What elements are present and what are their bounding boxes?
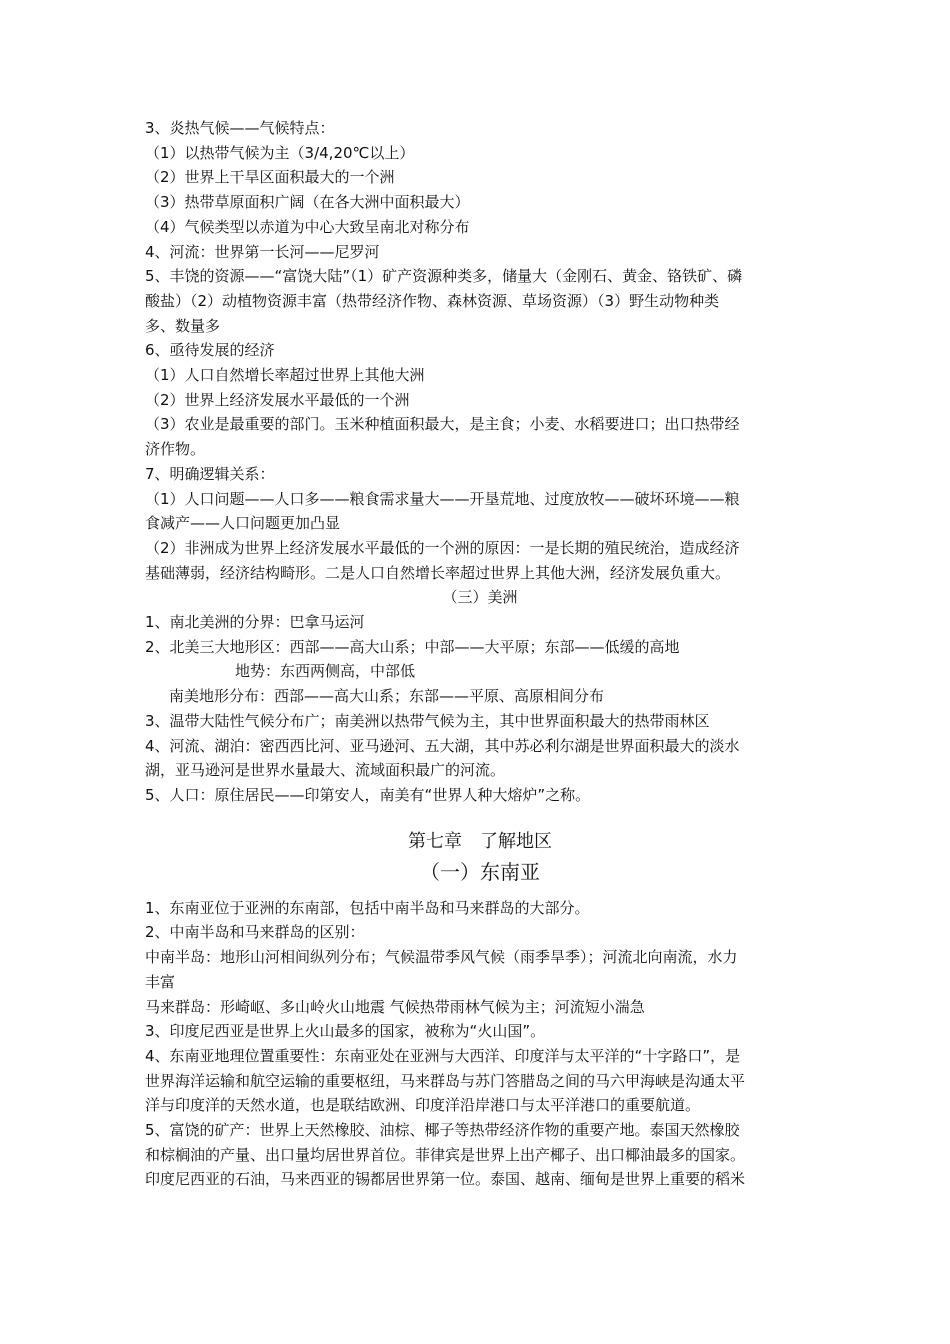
text-line: 5、人口：原住居民——印第安人，南美有“世界人种大熔炉”之称。 — [145, 785, 591, 804]
text-line: （2）世界上干旱区面积最大的一个洲 — [145, 168, 395, 187]
text-line: （2）非洲成为世界上经济发展水平最低的一个洲的原因：一是长期的殖民统治，造成经济 — [145, 538, 740, 557]
text-line: 3、印度尼西亚是世界上火山最多的国家，被称为“火山国”。 — [145, 1022, 546, 1041]
text-line: 食减产——人口问题更加凸显 — [145, 514, 341, 533]
africa-section — [145, 116, 815, 585]
text-line: （4）气候类型以赤道为中心大致呈南北对称分布 — [145, 217, 470, 236]
text-line: 印度尼西亚的石油，马来西亚的锡都居世界第一位。泰国、越南、缅甸是世界上重要的稻米 — [145, 1170, 746, 1189]
text-line: 4、东南亚地理位置重要性：东南亚处在亚洲与大西洋、印度洋与太平洋的“十字路口”，是 — [145, 1046, 741, 1065]
section-heading: （三）美洲 — [442, 588, 518, 607]
text-line: 世界海洋运输和航空运输的重要枢纽，马来群岛与苏门答腊岛之间的马六甲海峡是沟通太平 — [145, 1071, 746, 1090]
americas-section — [145, 585, 815, 807]
text-line: （3）热带草原面积广阔（在各大洲中面积最大） — [145, 193, 470, 212]
text-line: （1）人口自然增长率超过世界上其他大洲 — [145, 366, 425, 385]
text-line: （1）人口问题——人口多——粮食需求量大——开垦荒地、过度放牧——破坏环境——粮 — [145, 489, 740, 508]
southeast-asia-section — [145, 828, 815, 1192]
text-line: 酸盐）（2）动植物资源丰富（热带经济作物、森林资源、草场资源）（3）野生动物种类 — [145, 291, 720, 310]
text-line: 和棕榈油的产量、出口量均居世界首位。菲律宾是世界上出产椰子、出口椰油最多的国家。 — [145, 1145, 746, 1164]
text-line: 洋与印度洋的天然水道，也是联结欧洲、印度洋沿岸港口与太平洋港口的重要航道。 — [145, 1096, 701, 1115]
text-line: 济作物。 — [145, 440, 206, 459]
text-line: 5、富饶的矿产：世界上天然橡胶、油棕、椰子等热带经济作物的重要产地。泰国天然橡胶 — [145, 1121, 740, 1140]
text-line: 地势：东西两侧高，中部低 — [235, 662, 416, 681]
section-heading: （一）东南亚 — [420, 859, 540, 884]
text-line: 7、明确逻辑关系： — [145, 464, 275, 483]
text-line: 马来群岛：形崎岖、多山岭火山地震 气候热带雨林气候为主；河流短小湍急 — [145, 997, 645, 1016]
text-line: 中南半岛：地形山河相间纵列分布；气候温带季风气候（雨季旱季）；河流北向南流，水力 — [145, 948, 738, 967]
text-line: （1）以热带气候为主（3/4,20℃以上） — [145, 143, 415, 162]
text-line: 丰富 — [145, 972, 176, 991]
text-line: 4、河流：世界第一长河——尼罗河 — [145, 242, 380, 261]
text-line: 湖，亚马逊河是世界水量最大、流域面积最广的河流。 — [145, 761, 506, 780]
text-line: 1、南北美洲的分界：巴拿马运河 — [145, 613, 365, 632]
text-line: 基础薄弱，经济结构畸形。二是人口自然增长率超过世界上其他大洲，经济发展负重大。 — [145, 563, 731, 582]
text-line: 多、数量多 — [145, 316, 221, 335]
text-line: 4、河流、湖泊：密西西比河、亚马逊河、五大湖，其中苏必利尔湖是世界面积最大的淡水 — [145, 736, 740, 755]
document-body — [145, 116, 815, 1192]
text-line: 南美地形分布：西部——高大山系；东部——平原、高原相间分布 — [169, 687, 605, 706]
text-line: 2、中南半岛和马来群岛的区别： — [145, 923, 365, 942]
text-line: 5、丰饶的资源——“富饶大陆”（1）矿产资源种类多，储量大（金刚石、黄金、铬铁矿、磷 — [145, 267, 743, 286]
text-line: （3）农业是最重要的部门。玉米种植面积最大，是主食；小麦、水稻要进口；出口热带经 — [145, 415, 740, 434]
chapter-title: 第七章 了解地区 — [408, 830, 552, 852]
text-line: 3、炎热气候——气候特点： — [145, 119, 335, 137]
text-line: 2、北美三大地形区：西部——高大山系；中部——大平原；东部——低缓的高地 — [145, 637, 680, 656]
text-line: 6、亟待发展的经济 — [145, 341, 275, 360]
text-line: 1、东南亚位于亚洲的东南部，包括中南半岛和马来群岛的大部分。 — [145, 898, 590, 917]
text-line: 3、温带大陆性气候分布广；南美洲以热带气候为主，其中世界面积最大的热带雨林区 — [145, 711, 710, 730]
text-line: （2）世界上经济发展水平最低的一个洲 — [145, 390, 410, 409]
